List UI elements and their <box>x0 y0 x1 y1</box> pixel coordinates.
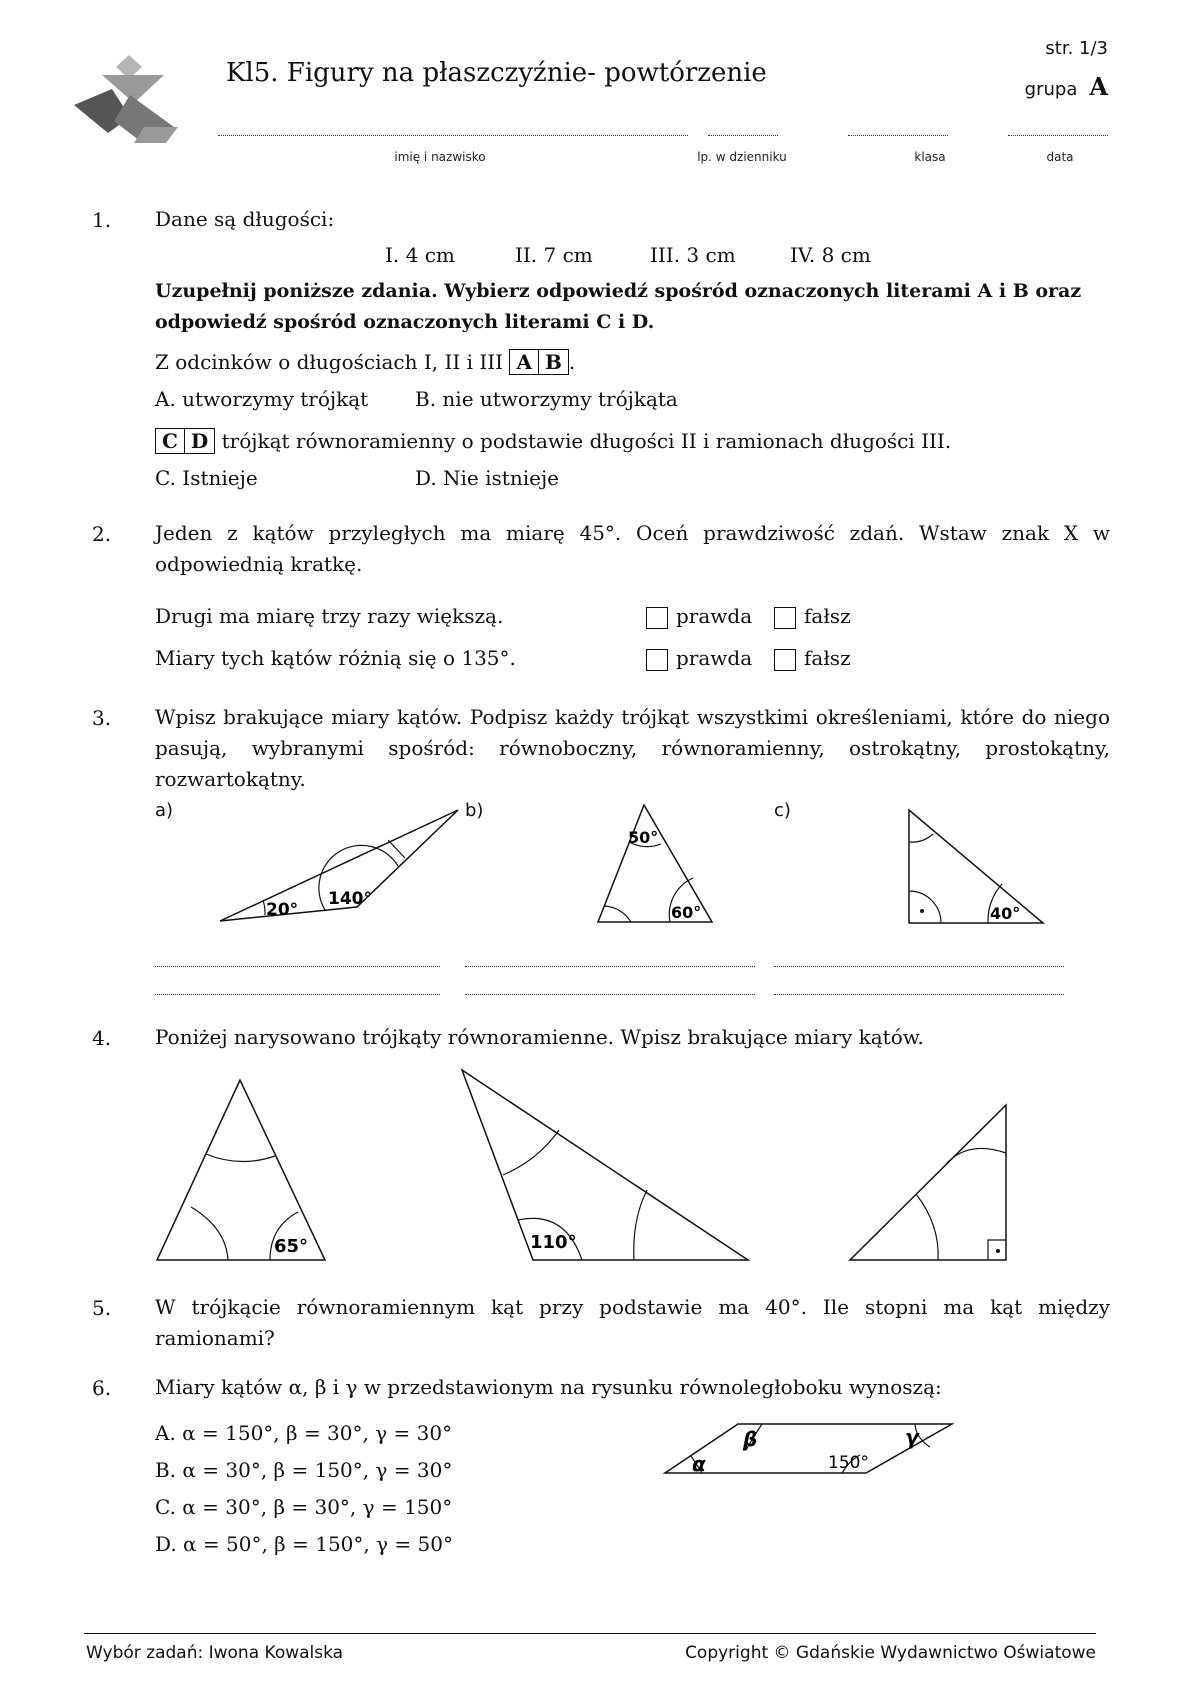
q3b-answer-line-2[interactable] <box>465 994 755 995</box>
q1-sentence-1-end: . <box>568 350 576 374</box>
class-field-label: klasa <box>914 150 946 164</box>
q1-option-b: B. nie utworzymy trójkąta <box>415 387 678 411</box>
q6-beta-label: β <box>743 1427 758 1451</box>
q3c-answer-line-2[interactable] <box>774 994 1064 995</box>
q2-number: 2. <box>92 522 112 546</box>
q2-row2-true <box>646 643 752 674</box>
q2-text: Jeden z kątów przyległych ma miarę 45°. Oceń prawdziwość zdań. Wstaw znak X w odpowiednią kratkę. <box>155 521 1110 576</box>
q2-statement-1: Drugi ma miarę trzy razy większą. <box>155 604 504 628</box>
q1-option-a: A. utworzymy trójkąt <box>155 387 369 411</box>
q3-label-c: c) <box>774 800 791 821</box>
q3-label-a: a) <box>155 800 174 821</box>
q1-length-4: IV. 8 cm <box>790 243 871 267</box>
q1-option-d: D. Nie istnieje <box>415 466 559 490</box>
date-field-label: data <box>1046 150 1074 164</box>
q4-number: 4. <box>92 1026 112 1050</box>
q5-text: W trójkącie równoramiennym kąt przy podstawie ma 40°. Ile stopni ma kąt między ramionami? <box>155 1295 1110 1350</box>
q6-option-c[interactable]: C. α = 30°, β = 30°, γ = 150° <box>155 1495 453 1519</box>
q6-number: 6. <box>92 1376 112 1400</box>
group-indicator <box>1025 72 1108 101</box>
q3b-angle-50: 50° <box>628 828 659 847</box>
triangle-b <box>598 805 712 922</box>
q3a-answer-line-1[interactable] <box>155 966 440 967</box>
q3c-angle-40: 40° <box>990 904 1021 923</box>
q1-option-c-box[interactable]: C <box>155 428 185 454</box>
q3-triangles-figure <box>0 780 1200 940</box>
q3b-angle-60: 60° <box>671 903 702 922</box>
q1-option-c: C. Istnieje <box>155 466 258 490</box>
register-number-field[interactable] <box>708 125 778 136</box>
q5-number: 5. <box>92 1296 112 1320</box>
q2-row2-true-checkbox[interactable] <box>646 649 668 671</box>
q3b-answer-line-1[interactable] <box>465 966 755 967</box>
q4-triangle-3 <box>850 1105 1006 1260</box>
publisher-logo <box>74 55 184 145</box>
q3-text: Wpisz brakujące miary kątów. Podpisz każdy trójkąt wszystkimi określeniami, które do niego pasują, wybranymi spośród: równoboczny, równoramienny, ostrokątny, prostokątny, rozwartokątny. <box>155 705 1110 791</box>
q2-row1-true <box>646 601 752 632</box>
triangle-c <box>909 810 1043 923</box>
q6-given-angle: 150° <box>828 1453 869 1473</box>
q4-angle-65: 65° <box>274 1236 309 1257</box>
q4-text: Poniżej narysowano trójkąty równoramienne. Wpisz brakujące miary kątów. <box>155 1025 924 1049</box>
footer-author: Wybór zadań: Iwona Kowalska <box>86 1643 344 1663</box>
q1-sentence-2 <box>155 426 951 457</box>
class-field[interactable] <box>848 125 948 136</box>
q1-option-a-box[interactable]: A <box>509 349 539 375</box>
q2-row2-false-checkbox[interactable] <box>774 649 796 671</box>
q2-row2-false <box>774 643 851 674</box>
q1-instruction: Uzupełnij poniższe zdania. Wybierz odpowiedź spośród oznaczonych literami A i B oraz odpowiedź spośród oznaczonych literami C i D. <box>155 280 1082 333</box>
q3c-answer-line-1[interactable] <box>774 966 1064 967</box>
group-label: grupa <box>1024 79 1078 100</box>
q2-row1-true-checkbox[interactable] <box>646 607 668 629</box>
q1-length-1: I. 4 cm <box>385 243 455 267</box>
q3-label-b: b) <box>465 800 484 821</box>
q1-sentence-1-text: Z odcinków o długościach I, II i III <box>155 350 504 374</box>
q2-row2-true-label: prawda <box>676 646 753 670</box>
name-field[interactable] <box>218 125 688 136</box>
q6-option-a[interactable]: A. α = 150°, β = 30°, γ = 30° <box>155 1421 453 1445</box>
q2-row1-false-checkbox[interactable] <box>774 607 796 629</box>
triangle-a <box>220 810 458 921</box>
q3-number: 3. <box>92 706 112 730</box>
group-value: A <box>1089 72 1108 101</box>
q6-parallelogram-figure <box>650 1410 970 1490</box>
q1-sentence-1 <box>155 347 575 378</box>
q2-row1-false-label: fałsz <box>804 604 851 628</box>
q6-option-b[interactable]: B. α = 30°, β = 150°, γ = 30° <box>155 1458 453 1482</box>
q3a-angle-140: 140° <box>328 889 372 909</box>
q6-text: Miary kątów α, β i γ w przedstawionym na rysunku równoległoboku wynoszą: <box>155 1375 942 1399</box>
q3a-answer-line-2[interactable] <box>155 994 440 995</box>
q4-triangle-1 <box>157 1080 325 1260</box>
name-field-label: imię i nazwisko <box>394 150 486 164</box>
q6-alpha-label: α <box>692 1452 706 1476</box>
q1-option-b-box[interactable]: B <box>539 349 569 375</box>
q2-row1-false <box>774 601 851 632</box>
q6-gamma-label: γ <box>905 1425 919 1449</box>
q4-angle-110: 110° <box>530 1232 577 1253</box>
footer-divider <box>84 1633 1096 1634</box>
register-field-label: lp. w dzienniku <box>697 150 787 164</box>
q1-intro: Dane są długości: <box>155 207 335 231</box>
page-number: str. 1/3 <box>1045 38 1108 59</box>
page-title: Kl5. Figury na płaszczyźnie- powtórzenie <box>226 58 767 88</box>
q1-sentence-2-text: trójkąt równoramienny o podstawie długości II i ramionach długości III. <box>221 429 952 453</box>
q4-triangle-2 <box>462 1070 748 1260</box>
date-field[interactable] <box>1008 125 1108 136</box>
footer-copyright: Copyright © Gdańskie Wydawnictwo Oświatowe <box>685 1643 1096 1663</box>
q1-length-3: III. 3 cm <box>650 243 736 267</box>
q1-length-2: II. 7 cm <box>515 243 593 267</box>
q6-option-d[interactable]: D. α = 50°, β = 150°, γ = 50° <box>155 1532 453 1556</box>
q1-number: 1. <box>92 208 112 232</box>
q3a-angle-20: 20° <box>266 900 299 920</box>
q2-row1-true-label: prawda <box>676 604 753 628</box>
q1-option-d-box[interactable]: D <box>185 428 215 454</box>
q4-triangles-figure <box>0 1060 1200 1270</box>
q2-row2-false-label: fałsz <box>804 646 851 670</box>
q2-statement-2: Miary tych kątów różnią się o 135°. <box>155 646 516 670</box>
